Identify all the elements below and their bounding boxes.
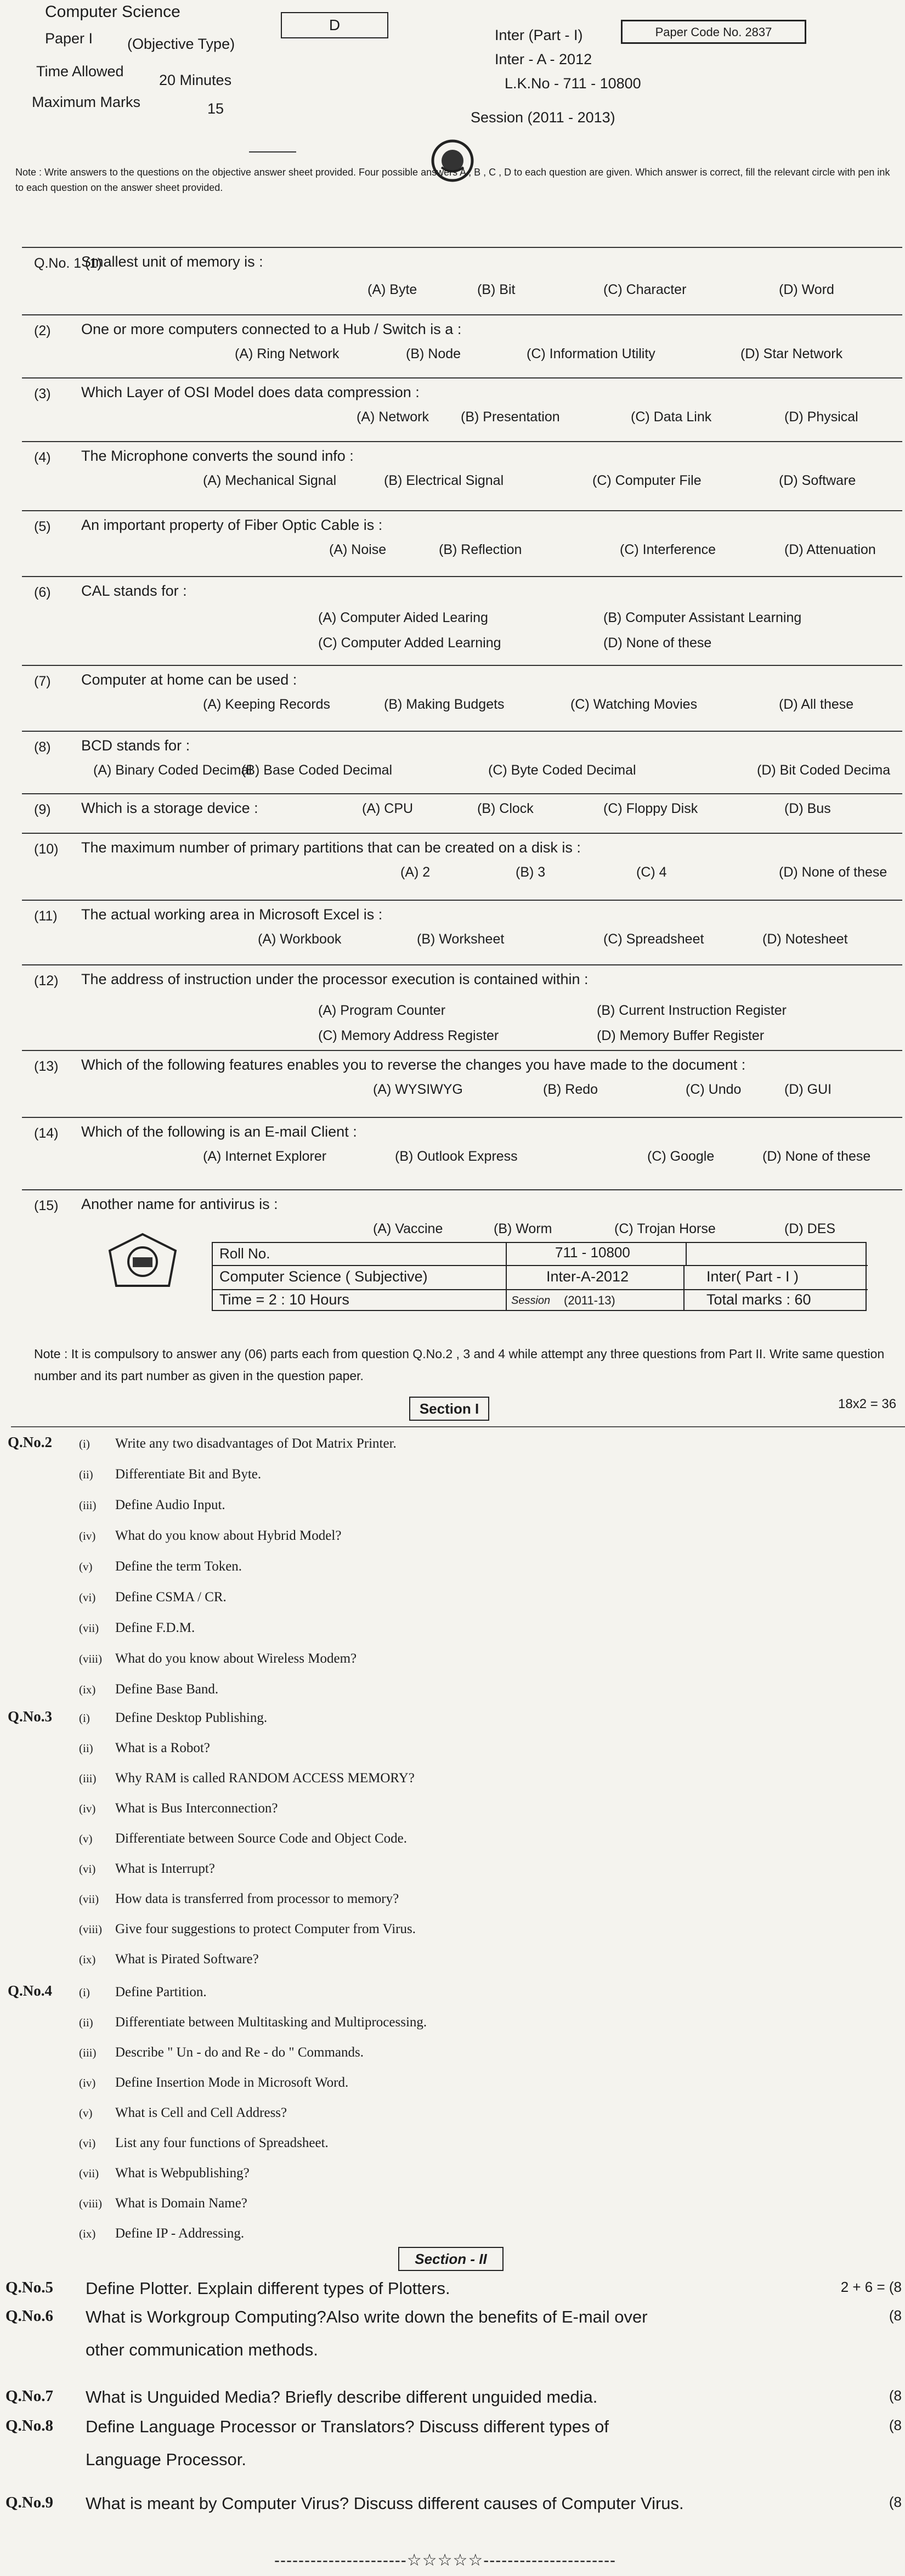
mcq-option: (A) Byte [367,282,417,297]
question-text: Differentiate Bit and Byte. [115,1467,262,1482]
question-text: Define F.D.M. [115,1620,195,1635]
question-text: Differentiate between Source Code and Object Code. [115,1831,407,1846]
mcq-option: (A) Ring Network [235,346,340,361]
mcq-question: The Microphone converts the sound info : [81,448,354,464]
question-text: How data is transferred from processor to memory? [115,1891,399,1906]
question-text: Define Audio Input. [115,1498,225,1512]
mcq-option: (D) Word [779,282,834,297]
mcq-question: Computer at home can be used : [81,671,297,688]
mcq-number: (13) [34,1059,59,1074]
mcq-option: (C) Interference [620,542,716,557]
part-number: (v) [79,1560,93,1573]
mcq-option: (B) Electrical Signal [384,473,504,488]
question-text: List any four functions of Spreadsheet. [115,2136,329,2150]
part-number: (viii) [79,1923,102,1936]
question-text: What is Webpublishing? [115,2166,250,2180]
short-question [79,1528,341,1544]
part-number: (vi) [79,1862,96,1875]
section-1-heading: Section I [409,1397,489,1421]
mcq-option: (C) Information Utility [527,346,655,361]
mcq-number: (11) [34,908,58,924]
short-question [79,1952,259,1967]
short-question [79,1801,278,1816]
short-question [79,1436,397,1451]
roll-no-label: Roll No. [219,1245,270,1262]
short-question [79,2196,247,2211]
max-marks-value: 15 [207,100,224,117]
short-question [79,1651,357,1667]
question-number: Q.No.2 [8,1434,52,1450]
short-question [79,1710,267,1726]
mcq-option: (D) Notesheet [762,931,848,947]
mcq-option: (B) Current Instruction Register [597,1003,787,1018]
short-question [79,2075,348,2091]
mcq-option: (A) Noise [329,542,387,557]
section-1-rule [11,1426,905,1427]
exam-class: Inter (Part - I) [495,27,583,43]
mcq-option: (C) 4 [636,865,667,880]
subjective-session: (2011-13) [564,1293,615,1307]
part-number: (vii) [79,2167,99,2180]
mcq-option: (A) Computer Aided Learing [318,610,488,625]
mcq-question: The actual working area in Microsoft Excel is : [81,906,383,923]
mcq-question: Another name for antivirus is : [81,1196,278,1212]
mcq-option: (A) Program Counter [318,1003,446,1018]
mcq-option: (A) Mechanical Signal [203,473,337,488]
mcq-option: (A) Binary Coded Decimal [93,762,252,778]
mcq-item [22,1050,902,1116]
paper-type: (Objective Type) [127,36,235,52]
short-question [79,1831,407,1846]
short-question [79,2045,364,2060]
time-allowed-label: Time Allowed [36,63,124,80]
short-question [79,2136,329,2151]
short-question [79,1771,415,1786]
mcq-option: (C) Character [603,282,687,297]
mcq-number: (7) [34,674,51,689]
mcq-option: (C) Computer File [592,473,702,488]
part-number: (viii) [79,1652,102,1665]
mcq-item [22,665,902,730]
mcq-question: One or more computers connected to a Hub / Switch is a : [81,321,462,337]
mcq-option: (B) Outlook Express [395,1149,518,1164]
mcq-option: (D) None of these [779,865,887,880]
long-question-text-cont: other communication methods. [86,2340,318,2359]
mcq-option: (D) Physical [784,409,858,425]
mcq-option: (D) Attenuation [784,542,876,557]
part-number: (ii) [79,1742,93,1755]
mcq-option: (B) Computer Assistant Learning [603,610,802,625]
subjective-time: Time = 2 : 10 Hours [219,1291,349,1308]
mcq-item [22,247,902,313]
mcq-option: (C) Undo [686,1082,742,1097]
part-number: (vi) [79,2137,96,2150]
mcq-option: (D) GUI [784,1082,832,1097]
mcq-option: (B) Reflection [439,542,522,557]
mcq-option: (B) Making Budgets [384,697,505,712]
short-question [79,2226,244,2241]
short-question [79,1922,416,1937]
part-number: (iii) [79,1499,97,1512]
time-allowed-value: 20 Minutes [159,72,232,88]
question-text: Define Partition. [115,1985,207,1999]
board-seal-icon [104,1231,181,1295]
mcq-option: (D) DES [784,1221,836,1236]
short-question [79,2105,287,2121]
mcq-item [22,1189,902,1236]
mcq-item [22,964,902,1049]
part-number: (iv) [79,1529,96,1543]
subjective-session-label: Session [511,1295,551,1307]
mcq-option: (D) None of these [603,635,712,651]
question-text: What do you know about Wireless Modem? [115,1651,357,1666]
short-question [79,1891,399,1907]
question-number: Q.No.3 [8,1708,52,1725]
mcq-option: (B) Presentation [461,409,560,425]
question-number: Q.No.6 [5,2307,53,2325]
long-question-text: What is Workgroup Computing?Also write down the benefits of E-mail over [86,2307,648,2326]
part-number: (ii) [79,1468,93,1481]
question-number: Q.No.9 [5,2494,53,2511]
mcq-option: (D) Star Network [740,346,843,361]
mcq-item [22,314,902,376]
question-text: What is Bus Interconnection? [115,1801,278,1816]
question-number: Q.No.8 [5,2417,53,2434]
mcq-question: The address of instruction under the processor execution is contained within : [81,971,589,987]
long-question-text: What is Unguided Media? Briefly describe different unguided media. [86,2387,598,2406]
mcq-question: Which of the following is an E-mail Client : [81,1123,357,1140]
part-number: (iv) [79,1802,96,1815]
mcq-option: (C) Google [647,1149,715,1164]
short-question [79,2015,427,2030]
mcq-option: (C) Trojan Horse [614,1221,716,1236]
part-number: (iii) [79,1772,97,1785]
mcq-item [22,441,902,509]
question-text: Define Desktop Publishing. [115,1710,268,1725]
mcq-question: Which is a storage device : [81,800,258,816]
mcq-number: (4) [34,450,51,465]
lk-number: L.K.No - 711 - 10800 [505,75,641,92]
part-number: (ix) [79,1953,96,1966]
short-question [79,2166,250,2181]
marks-label: (8 [889,2417,902,2433]
mcq-option: (D) Bus [784,801,831,816]
mcq-option: (B) Clock [477,801,534,816]
objective-note: Note : Write answers to the questions on the objective answer sheet provided. Four possible answers A , B , C , D to each question are given. Which answer is correct, fill the relevant circle with pen ink to each question on the answer sheet provided. [15,167,890,193]
mcq-item [22,377,902,440]
short-question [79,1682,218,1697]
part-number: (vi) [79,1591,96,1604]
mcq-item [22,900,902,963]
subjective-note: Note : It is compulsory to answer any (06) parts each from question Q.No.2 , 3 and 4 while attempt any three questions from Part II. Write same question number and its part number as given in the question paper. [34,1347,885,1383]
mcq-option: (A) Vaccine [373,1221,443,1236]
long-question-text-cont: Language Processor. [86,2450,246,2469]
short-question [79,1590,227,1605]
mcq-number: Q.No. 1 (1) [34,256,102,271]
part-number: (i) [79,1437,90,1450]
mcq-number: (8) [34,739,51,755]
subject-title: Computer Science [45,3,180,21]
marks-label: 2 + 6 = (8 [840,2279,902,2295]
mcq-item [22,576,902,664]
exam-name: Inter - A - 2012 [495,51,592,67]
mcq-question: The maximum number of primary partitions that can be created on a disk is : [81,839,581,856]
mcq-item [22,1117,902,1188]
mcq-option: (B) Bit [477,282,516,297]
mcq-option: (A) 2 [400,865,431,880]
mcq-item [22,731,902,792]
mcq-option: (D) Memory Buffer Register [597,1028,765,1043]
version-box: D [281,12,388,38]
part-number: (viii) [79,2197,102,2210]
mcq-option: (A) Internet Explorer [203,1149,327,1164]
subjective-code: 711 - 10800 [555,1244,630,1261]
question-text: Write any two disadvantages of Dot Matrix Printer. [115,1436,397,1451]
part-number: (iii) [79,2046,97,2059]
mcq-item [22,510,902,575]
question-text: What is Domain Name? [115,2196,247,2211]
mcq-question: BCD stands for : [81,737,190,754]
session-text: Session (2011 - 2013) [471,109,615,126]
question-text: What is Interrupt? [115,1861,215,1876]
question-text: What is Cell and Cell Address? [115,2105,287,2120]
question-number: Q.No.4 [8,1982,52,1999]
question-text: Define Base Band. [115,1682,219,1697]
question-text: What is Pirated Software? [115,1952,259,1967]
mcq-question: An important property of Fiber Optic Cable is : [81,517,383,533]
part-number: (v) [79,2106,93,2120]
footer-stars: ----------------------☆☆☆☆☆---------------------- [274,2551,616,2569]
section-2-heading: Section - II [398,2247,504,2271]
mcq-item [22,793,902,832]
long-question-text: What is meant by Computer Virus? Discuss different causes of Computer Virus. [86,2494,684,2513]
mcq-option: (C) Data Link [631,409,712,425]
mcq-number: (15) [34,1198,59,1213]
long-question-text: Define Language Processor or Translators? Discuss different types of [86,2417,609,2436]
marks-label: (8 [889,2307,902,2324]
part-number: (ix) [79,1683,96,1696]
max-marks-label: Maximum Marks [32,94,141,110]
rule-line [249,151,296,152]
subjective-exam: Inter-A-2012 [546,1268,629,1285]
part-number: (i) [79,1711,90,1725]
question-text: Why RAM is called RANDOM ACCESS MEMORY? [115,1771,415,1786]
section-1-marks: 18x2 = 36 [838,1397,897,1411]
mcq-option: (C) Floppy Disk [603,801,698,816]
question-text: Differentiate between Multitasking and Multiprocessing. [115,2015,427,2030]
mcq-option: (B) Node [406,346,461,361]
short-question [79,1861,215,1877]
part-number: (vii) [79,1622,99,1635]
mcq-item [22,833,902,899]
paper-code-box: Paper Code No. 2837 [621,20,806,44]
part-number: (iv) [79,2076,96,2089]
mcq-question: CAL stands for : [81,583,187,599]
mcq-number: (10) [34,841,59,857]
mcq-option: (A) WYSIWYG [373,1082,463,1097]
question-text: What do you know about Hybrid Model? [115,1528,342,1543]
mcq-number: (6) [34,585,51,600]
part-number: (ii) [79,2016,93,2029]
mcq-number: (14) [34,1126,59,1141]
part-number: (vii) [79,1893,99,1906]
question-text: Define Insertion Mode in Microsoft Word. [115,2075,349,2090]
long-question-text: Define Plotter. Explain different types of Plotters. [86,2279,450,2298]
marks-label: (8 [889,2494,902,2510]
short-question [79,1559,242,1574]
subjective-info-table [212,1242,867,1311]
question-number: Q.No.7 [5,2387,53,2405]
subjective-total: Total marks : 60 [706,1291,811,1308]
part-number: (i) [79,1986,90,1999]
mcq-number: (9) [34,802,51,817]
short-question [79,1467,261,1482]
mcq-option: (B) Worm [494,1221,552,1236]
mcq-option: (C) Byte Coded Decimal [488,762,636,778]
question-text: Describe " Un - do and Re - do " Commands. [115,2045,364,2060]
mcq-option: (A) CPU [362,801,414,816]
mcq-option: (C) Watching Movies [570,697,698,712]
mcq-option: (A) Keeping Records [203,697,331,712]
question-text: Define IP - Addressing. [115,2226,245,2241]
paper-label: Paper I [45,30,93,47]
marks-label: (8 [889,2387,902,2404]
short-question [79,1985,207,2000]
question-text: Give four suggestions to protect Computer from Virus. [115,1922,416,1936]
mcq-number: (3) [34,386,51,402]
mcq-question: Which Layer of OSI Model does data compression : [81,384,420,400]
mcq-question: Which of the following features enables you to reverse the changes you have made to the document : [81,1057,746,1073]
mcq-option: (D) None of these [762,1149,871,1164]
mcq-option: (C) Memory Address Register [318,1028,499,1043]
part-number: (ix) [79,2227,96,2240]
short-question [79,1741,210,1756]
mcq-option: (A) Network [357,409,429,425]
mcq-number: (12) [34,973,59,988]
mcq-option: (B) 3 [516,865,546,880]
mcq-option: (D) All these [779,697,854,712]
mcq-option: (C) Computer Added Learning [318,635,501,651]
mcq-option: (B) Redo [543,1082,598,1097]
question-text: Define the term Token. [115,1559,242,1574]
mcq-question: Smallest unit of memory is : [81,253,263,270]
subjective-class: Inter( Part - I ) [706,1268,799,1285]
mcq-option: (B) Worksheet [417,931,505,947]
mcq-option: (B) Base Coded Decimal [241,762,393,778]
mcq-option: (D) Software [779,473,856,488]
mcq-option: (C) Spreadsheet [603,931,704,947]
mcq-option: (D) Bit Coded Decima [757,762,891,778]
question-number: Q.No.5 [5,2279,53,2296]
mcq-number: (2) [34,323,51,338]
mcq-number: (5) [34,519,51,534]
short-question [79,1498,225,1513]
question-text: Define CSMA / CR. [115,1590,227,1605]
short-question [79,1620,195,1636]
subjective-subject: Computer Science ( Subjective) [219,1268,428,1285]
part-number: (v) [79,1832,93,1845]
mcq-option: (A) Workbook [258,931,342,947]
question-text: What is a Robot? [115,1741,210,1755]
